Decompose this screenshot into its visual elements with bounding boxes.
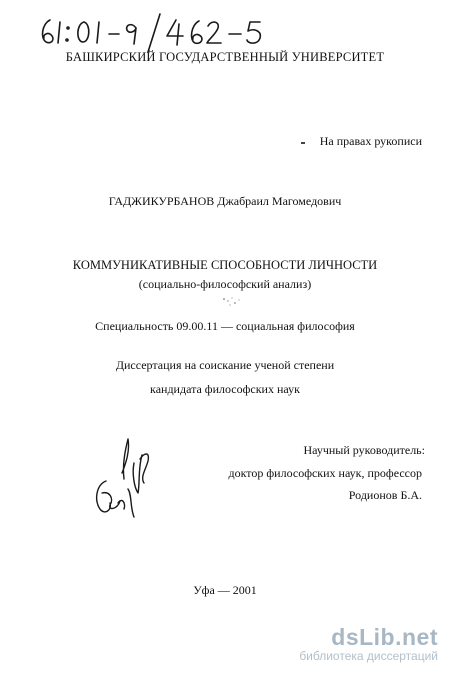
signature-drawing xyxy=(92,433,162,525)
university-name: БАШКИРСКИЙ ГОСУДАРСТВЕННЫЙ УНИВЕРСИТЕТ xyxy=(65,50,385,64)
scan-speckle xyxy=(220,295,244,307)
rights-note: На правах рукописи xyxy=(319,134,422,148)
handwritten-signature xyxy=(92,433,162,525)
specialty-line: Специальность 09.00.11 — социальная философия xyxy=(95,319,355,333)
handwritten-archive-number xyxy=(36,10,266,54)
degree-line-1: Диссертация на соискание ученой степени xyxy=(115,358,335,372)
advisor-name: Родионов Б.А. xyxy=(348,488,422,502)
speckle-dots xyxy=(220,296,244,308)
advisor-title: доктор философских наук, профессор xyxy=(228,466,422,480)
handwritten-number-drawing xyxy=(36,10,266,54)
degree-line-2: кандидата философских наук xyxy=(150,382,300,396)
place-and-year: Уфа — 2001 xyxy=(193,583,257,597)
ink-speck xyxy=(301,142,305,144)
dissertation-subtitle: (социально-философский анализ) xyxy=(138,277,312,291)
dslib-watermark-logo xyxy=(260,625,438,663)
dissertation-title: КОММУНИКАТИВНЫЕ СПОСОБНОСТИ ЛИЧНОСТИ xyxy=(72,258,378,272)
watermark-caption: библиотека диссертаций xyxy=(299,649,438,663)
author-name: ГАДЖИКУРБАНОВ Джабраил Магомедович xyxy=(108,194,342,208)
advisor-label: Научный руководитель: xyxy=(303,443,425,457)
watermark-brand: dsLib.net xyxy=(331,624,438,650)
